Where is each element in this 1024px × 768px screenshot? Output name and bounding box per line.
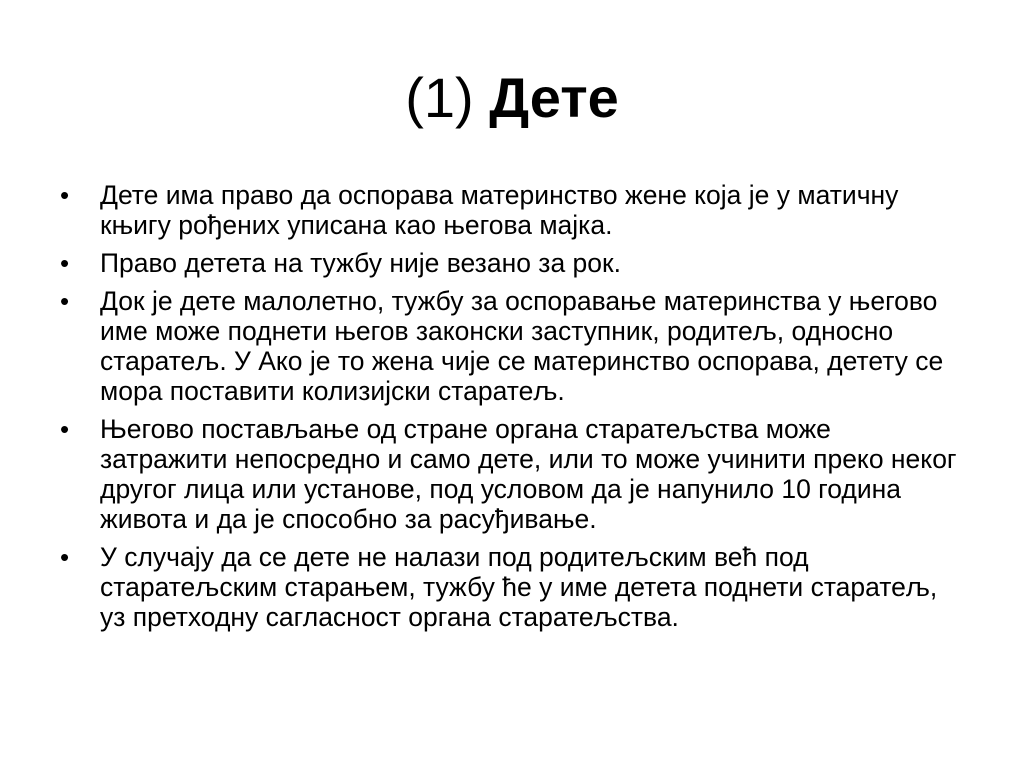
- bullet-item: [58, 180, 964, 240]
- bullet-icon: •: [60, 248, 70, 278]
- bullet-icon: •: [60, 414, 70, 444]
- bullet-item: [58, 414, 964, 534]
- bullet-icon: •: [60, 542, 70, 572]
- slide-title: [0, 62, 1024, 134]
- bullet-item: [58, 542, 964, 632]
- title-number: (1): [405, 66, 474, 129]
- bullet-item: [58, 248, 964, 278]
- bullet-item: [58, 286, 964, 406]
- bullet-text: Дете има право да оспорава материнство жене која је у матичну књигу рођених уписана као његова мајка.: [100, 180, 899, 240]
- bullet-icon: •: [60, 286, 70, 316]
- title-word: Дете: [489, 66, 619, 129]
- bullet-icon: •: [60, 180, 70, 210]
- bullet-text: У случају да се дете не налази под родитељским већ под старатељским старањем, тужбу ће у име детета поднети старатељ, уз претходну сагласност органа старатељства.: [100, 542, 938, 632]
- bullet-list: [58, 180, 964, 640]
- bullet-text: Право детета на тужбу није везано за рок.: [100, 248, 621, 278]
- bullet-text: Док је дете малолетно, тужбу за оспоравање материнства у његово име може поднети његов законски заступник, родитељ, односно старатељ. У Ако је то жена чије се материнство оспорава, детету се мора поставити колизијски старатељ.: [100, 286, 944, 406]
- bullet-text: Његово постављање од стране органа старатељства може затражити непосредно и само дете, или то може учинити преко неког другог лица или установе, под условом да је напунило 10 година живота и да је способно за расуђивање.: [100, 414, 957, 534]
